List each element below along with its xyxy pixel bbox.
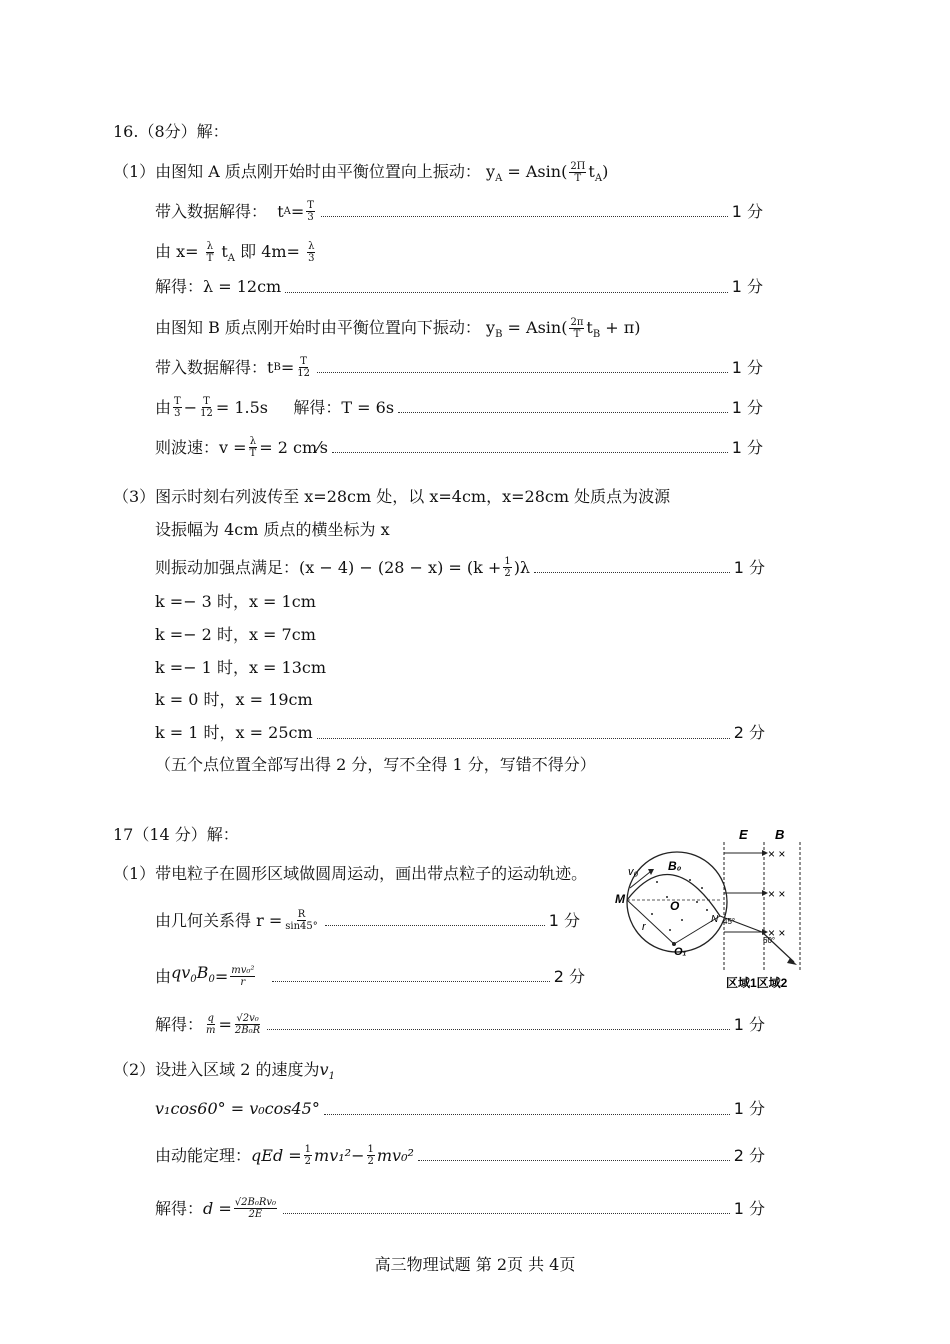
leader-dots: [317, 738, 730, 739]
leader-dots: [534, 572, 730, 573]
q16-part3-line1: （3）图示时刻右列波传至 x=28cm 处，以 x=4cm，x=28cm 处质点为波源: [113, 487, 671, 506]
q16-title: 16.（8分）解：: [113, 122, 229, 141]
leader-dots: [267, 1029, 730, 1030]
label-m: M: [615, 892, 625, 906]
k-line-last: k = 1 时，x = 25cm 2 分: [155, 723, 765, 742]
label-60: 60°: [763, 936, 776, 945]
field-region-figure: [612, 822, 812, 994]
q17-line-r: 由几何关系得 r = $\frac{R}{\sin 45^\circ}$ 1 分: [155, 909, 580, 932]
q16-part1-text: （1）由图知 A 质点刚开始时由平衡位置向上振动：: [113, 162, 481, 181]
q17-title: 17（14 分）解：: [113, 825, 239, 844]
magnetic-field-dots: [651, 879, 708, 931]
q16-line-b-intro: 由图知 B 质点刚开始时由平衡位置向下振动： $y_B = Asin$( $\frac{2\pi}{T}$ $t_B + \pi$): [155, 317, 641, 341]
radius-line: [627, 900, 674, 944]
score: 1 分: [731, 357, 763, 377]
score: 2 分: [553, 966, 585, 986]
leader-dots: [398, 412, 728, 413]
label-o1: O₁: [674, 946, 687, 958]
q16-line-lambda: 解得：λ = 12cm 1 分: [155, 277, 763, 296]
q16-eq-ya: $y_A = Asin$( $\frac{2\Pi}{T}$ $t_A$): [486, 161, 609, 185]
q16-line-speed: 则波速：v = $\frac{\lambda}{T}$ = 2 cm⁄s 1 分: [155, 436, 763, 459]
leader-dots: [324, 1114, 730, 1115]
q16-frac-2pi-t: $\frac{2\Pi}{T}$: [570, 161, 586, 184]
leader-dots: [283, 1213, 730, 1214]
q17-part1-intro: （1）带电粒子在圆形区域做圆周运动，画出带点粒子的运动轨迹。: [113, 864, 588, 883]
label-o: O: [670, 899, 680, 913]
k-line: k =− 3 时，x = 1cm: [155, 592, 316, 611]
figure-caption: 区域1区域2: [726, 976, 788, 990]
score: 1 分: [733, 557, 765, 577]
leader-dots: [332, 452, 728, 453]
label-v0: v₀: [628, 866, 639, 878]
q16-part3-line2: 设振幅为 4cm 质点的横坐标为 x: [155, 520, 390, 539]
q16-line-tb: 带入数据解得： t B = $\frac{T}{12}$ 1 分: [155, 356, 763, 379]
leader-dots: [272, 981, 550, 982]
score: 1 分: [733, 1198, 765, 1218]
q17-part2-intro: （2）设进入区域 2 的速度为$v_1$: [113, 1060, 335, 1083]
v0-arrow: [648, 869, 654, 875]
leader-dots: [285, 292, 728, 293]
q16-note: （五个点位置全部写出得 2 分，写不全得 1 分，写错不得分）: [155, 755, 596, 774]
label-n: N: [711, 914, 719, 925]
score: 1 分: [731, 397, 763, 417]
label-r: r: [642, 921, 646, 933]
q16-line-ta: 带入数据解得： t A = $\frac{T}{3}$ 1 分: [155, 200, 763, 223]
label-45: 45°: [723, 917, 736, 926]
cross-row: × ×: [768, 926, 786, 940]
q17-line-d: 解得： d = $\frac{\text{√2B₀Rv₀}}{2E}$ 1 分: [155, 1197, 765, 1220]
leader-dots: [325, 925, 545, 926]
q17-line-qm: 解得： $\frac{q}{m}$ = $\frac{\text{√2v₀}}{\text{2B₀R}}$ 1 分: [155, 1013, 765, 1036]
q16-line-period: 由 $\frac{T}{3}$ − $\frac{T}{12}$ = 1.5s 解得：T = 6s 1 分: [155, 396, 763, 419]
score: 1 分: [548, 910, 580, 930]
label-e: E: [739, 827, 748, 842]
score: 2 分: [733, 1145, 765, 1165]
score: 1 分: [731, 201, 763, 221]
leader-dots: [321, 216, 728, 217]
score: 1 分: [733, 1014, 765, 1034]
k-line: k =− 1 时，x = 13cm: [155, 658, 327, 677]
q17-line-velocity: v₁cos60° = v₀cos45° 1 分: [155, 1099, 765, 1118]
page-footer: 高三物理试题 第 2页 共 4页: [374, 1255, 576, 1274]
cross-row: × ×: [768, 887, 786, 901]
score: 1 分: [731, 437, 763, 457]
q16-part3-line3: 则振动加强点满足： (x − 4) − (28 − x) = (k + $\frac{1}{2}$ )λ 1 分: [155, 556, 765, 579]
score: 2 分: [733, 723, 765, 742]
label-b: B: [775, 827, 785, 842]
k-line: k = 0 时，x = 19cm: [155, 690, 313, 709]
leader-dots: [317, 372, 728, 373]
label-b0: B₀: [668, 859, 682, 873]
cross-row: × ×: [768, 847, 786, 861]
q17-line-force: 由 $qv_0B_0$ = $\frac{\text{mv₀²}}{r}$ 2 分: [155, 963, 585, 989]
q16-part1-intro: [113, 161, 608, 189]
q17-line-energy: 由动能定理： qEd = $\frac{1}{2}$ mv₁² − $\frac{1}{2}$ mv₀² 2 分: [155, 1144, 765, 1167]
score: 1 分: [733, 1099, 765, 1118]
k-line: k =− 2 时，x = 7cm: [155, 625, 316, 644]
leader-dots: [418, 1160, 730, 1161]
score: 1 分: [731, 277, 763, 296]
q16-line-x: 由 x= $\frac{\lambda}{T}$ $t_A$ 即 4m= $\frac{\lambda}{3}$: [155, 241, 315, 265]
